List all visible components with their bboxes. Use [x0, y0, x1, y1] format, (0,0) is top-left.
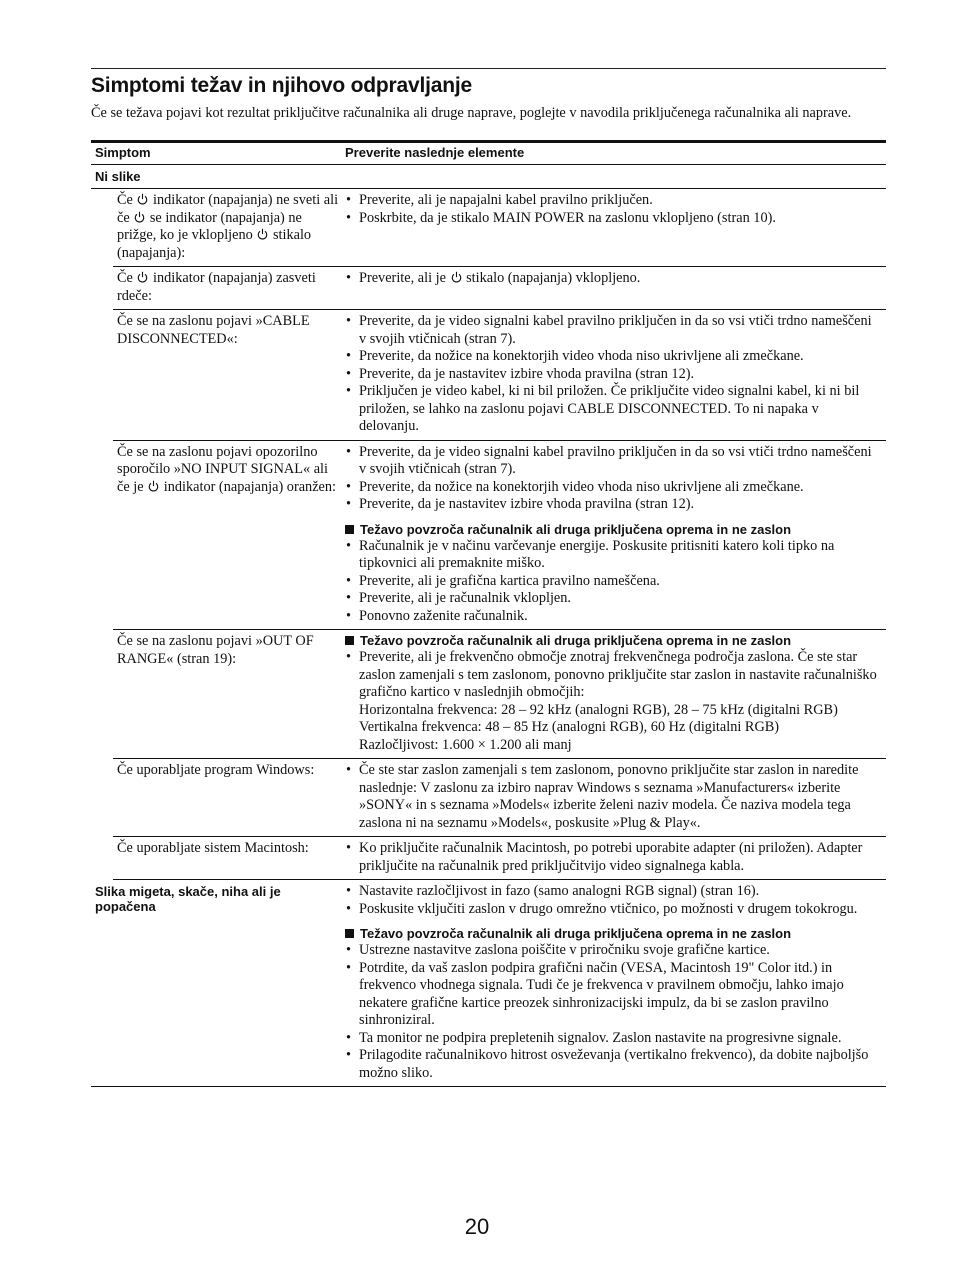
list-item: • Če ste star zaslon zamenjali s tem zaslonom, ponovno priključite star zaslon in naredite naslednje: V zaslonu za izbiro naprav Windows s seznama »Manufacturers« izberite »SONY« in s seznama »Models« izberite želeni naziv modela. Če naziva modela tega zaslona ni na seznamu »Models«, poskusite »Plug & Play«.	[345, 762, 878, 832]
list-item: • Ta monitor ne podpira prepletenih signalov. Zaslon nastavite na progresivne signale.	[345, 1030, 878, 1048]
table-row	[91, 880, 886, 1087]
list-item-text: stikalo (napajanja) vklopljeno.	[462, 270, 641, 286]
symptom-cell: Če uporabljate sistem Macintosh:	[113, 837, 345, 880]
list-item	[345, 649, 878, 754]
list-item-text: Preverite, ali je	[359, 270, 450, 286]
page-title: Simptomi težav in njihovo odpravljanje	[91, 74, 472, 97]
list-item: • Računalnik je v načinu varčevanje energije. Poskusite pritisniti katero koli tipko na tipkovnici ali premaknite miško.	[345, 538, 878, 573]
list-item: • Preverite, ali je računalnik vklopljen.	[345, 590, 878, 608]
list-item: • Prilagodite računalnikovo hitrost osveževanja (vertikalno frekvenco), da dobite najboljšo možno sliko.	[345, 1047, 878, 1082]
top-rule	[91, 68, 886, 69]
table-row	[91, 440, 886, 630]
table-row	[91, 267, 886, 310]
table-row	[91, 310, 886, 441]
symptom-text: indikator (napajanja) ne sveti ali če	[117, 192, 339, 226]
power-icon	[257, 228, 268, 240]
list-item: • Preverite, da je video signalni kabel pravilno priključen in da so vsi vtiči trdno nameščeni v svojih vtičnicah (stran 7).	[345, 313, 878, 348]
category-no-image: Ni slike	[91, 165, 886, 189]
list-item: • Ustrezne nastavitve zaslona poiščite v priročniku svoje grafične kartice.	[345, 942, 878, 960]
symptom-cell: Če uporabljate program Windows:	[113, 759, 345, 837]
intro-text: Če se težava pojavi kot rezultat priključitve računalnika ali druge naprave, poglejte v navodila priključenega računalnika ali naprave.	[91, 105, 852, 121]
vertical-frequency: Vertikalna frekvenca: 48 – 85 Hz (analogni RGB), 60 Hz (digitalni RGB)	[359, 719, 780, 735]
table-row	[91, 189, 886, 267]
list-item	[345, 270, 878, 288]
symptom-cell	[113, 189, 345, 267]
table-header-row	[91, 142, 886, 165]
check-cell	[345, 267, 886, 310]
subsection-heading	[345, 522, 878, 538]
symptom-text: stikalo (napajanja):	[117, 227, 312, 261]
subsection-heading	[345, 926, 878, 942]
subsection-heading-text: Težavo povzroča računalnik ali druga priključena oprema in ne zaslon	[360, 521, 792, 537]
symptom-cell	[113, 440, 345, 630]
list-item: • Preverite, ali je napajalni kabel pravilno priključen.	[345, 192, 878, 210]
list-item: • Preverite, da je nastavitev izbire vhoda pravilna (stran 12).	[345, 496, 878, 514]
table-row	[91, 759, 886, 837]
header-check: Preverite naslednje elemente	[345, 142, 886, 165]
list-item: • Potrdite, da vaš zaslon podpira grafični način (VESA, Macintosh 19" Color itd.) in frekvenco vhodnega signala. Tudi če je frekvenca v pravilnem območju, lahko imajo nekatere grafične kartice preozek sinhronizacijski impulz, da bi se zaslon pravilno sinhroniziral.	[345, 960, 878, 1030]
table-row	[91, 837, 886, 880]
resolution: Razločljivost: 1.600 × 1.200 ali manj	[359, 736, 572, 753]
check-cell	[345, 837, 886, 880]
check-cell	[345, 189, 886, 267]
list-item: • Preverite, da nožice na konektorjih video vhoda niso ukrivljene ali zmečkane.	[345, 348, 878, 366]
check-cell	[345, 310, 886, 441]
square-bullet-icon	[345, 525, 354, 534]
symptom-text: se indikator (napajanja) ne prižge, ko je vklopljeno	[117, 209, 302, 243]
symptom-cell: Če se na zaslonu pojavi »OUT OF RANGE« (stran 19):	[113, 630, 345, 759]
page	[91, 68, 886, 1087]
subsection-heading-text: Težavo povzroča računalnik ali druga priključena oprema in ne zaslon	[360, 633, 792, 648]
list-item-text: Preverite, ali je frekvenčno območje znotraj frekvenčnega področja zaslona. Če ste star zaslon zamenjali s tem zaslonom, ponovno priključite star zaslon in nastavite računalniško grafično kartico v naslednjih območjih:	[359, 649, 877, 700]
list-item: • Preverite, ali je grafična kartica pravilno nameščena.	[345, 573, 878, 591]
category-flicker: Slika migeta, skače, niha ali je popačena	[91, 880, 345, 1087]
check-cell	[345, 759, 886, 837]
symptom-text: Če	[117, 270, 137, 286]
power-icon	[134, 211, 145, 223]
category-row-no-image	[91, 165, 886, 189]
square-bullet-icon	[345, 636, 354, 645]
table-row	[91, 630, 886, 759]
symptom-cell: Če se na zaslonu pojavi »CABLE DISCONNECTED«:	[113, 310, 345, 441]
symptom-text: Če	[117, 192, 137, 208]
page-number: 20	[464, 1214, 490, 1239]
subsection-heading	[345, 633, 878, 649]
list-item: • Priključen je video kabel, ki ni bil priložen. Če priključite video signalni kabel, ki ni bil priložen, se lahko na zaslonu pojavi CABLE DISCONNECTED. To ni napaka v delovanju.	[345, 383, 878, 436]
symptom-text: indikator (napajanja) oranžen:	[160, 478, 337, 495]
list-item: • Poskusite vključiti zaslon v drugo omrežno vtičnico, po možnosti v drugem tokokrogu.	[345, 901, 878, 919]
list-item: • Preverite, da nožice na konektorjih video vhoda niso ukrivljene ali zmečkane.	[345, 479, 878, 497]
list-item: • Preverite, da je nastavitev izbire vhoda pravilna (stran 12).	[345, 366, 878, 384]
check-cell	[345, 630, 886, 759]
list-item: • Poskrbite, da je stikalo MAIN POWER na zaslonu vklopljeno (stran 10).	[345, 210, 878, 228]
square-bullet-icon	[345, 929, 354, 938]
list-item: • Ko priključite računalnik Macintosh, po potrebi uporabite adapter (ni priložen). Adapter priključite na računalnik pred priključitvijo video signalnega kabla.	[345, 840, 878, 875]
power-icon	[148, 480, 159, 492]
symptom-cell	[113, 267, 345, 310]
power-icon	[451, 271, 462, 283]
symptom-text: indikator (napajanja) zasveti rdeče:	[117, 270, 316, 304]
list-item: • Nastavite razločljivost in fazo (samo analogni RGB signal) (stran 16).	[345, 883, 878, 901]
list-item: • Ponovno zaženite računalnik.	[345, 608, 878, 626]
subsection-heading-text: Težavo povzroča računalnik ali druga priključena oprema in ne zaslon	[360, 926, 792, 941]
header-symptom: Simptom	[91, 142, 345, 165]
list-item: • Preverite, da je video signalni kabel pravilno priključen in da so vsi vtiči trdno nameščeni v svojih vtičnicah (stran 7).	[345, 444, 878, 479]
symptom-text: Če se na zaslonu pojavi opozorilno sporočilo »NO INPUT SIGNAL« ali če je	[117, 443, 328, 495]
horizontal-frequency: Horizontalna frekvenca: 28 – 92 kHz (analogni RGB), 28 – 75 kHz (digitalni RGB)	[359, 701, 838, 718]
troubleshooting-table	[91, 140, 886, 1087]
check-cell	[345, 440, 886, 630]
power-icon	[137, 193, 148, 205]
check-cell	[345, 880, 886, 1087]
power-icon	[137, 271, 148, 283]
